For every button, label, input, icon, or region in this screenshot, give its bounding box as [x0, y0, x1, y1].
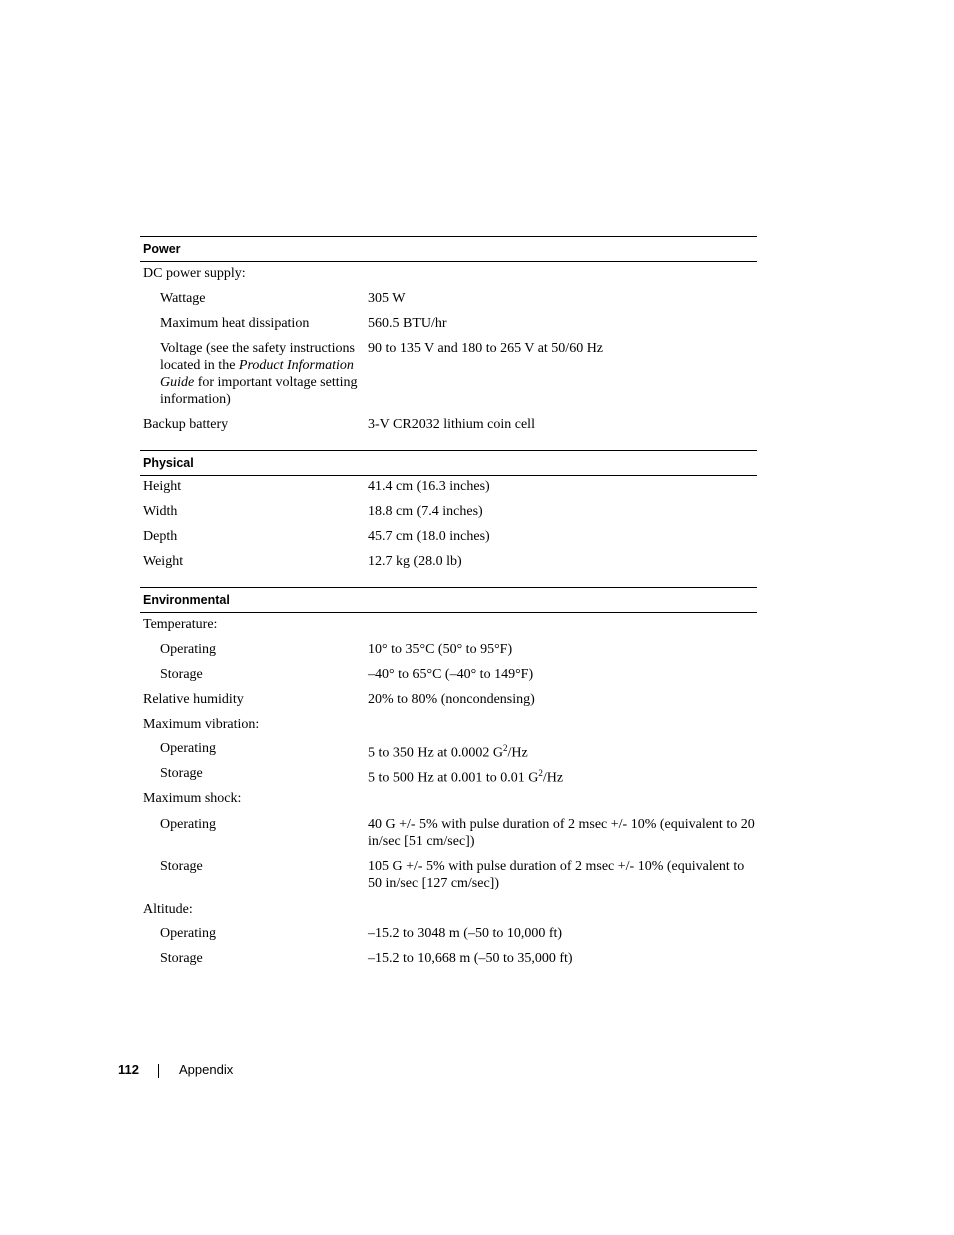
- spec-value: 105 G +/- 5% with pulse duration of 2 msec +/- 10% (equivalent to 50 in/sec [127 cm/sec]): [368, 859, 745, 891]
- superscript: 2: [502, 743, 508, 753]
- spec-row: [140, 663, 757, 688]
- spec-label: Storage: [160, 859, 203, 874]
- spec-row: [140, 948, 757, 973]
- spec-label: Storage: [160, 766, 203, 781]
- spec-label: Altitude:: [143, 902, 193, 917]
- spec-value: –15.2 to 3048 m (–50 to 10,000 ft): [368, 926, 563, 941]
- spec-row: [140, 898, 757, 923]
- environmental-heading: Environmental: [140, 587, 757, 613]
- spec-row: [140, 613, 757, 638]
- spec-row: [140, 688, 757, 713]
- spec-label: Operating: [160, 642, 216, 657]
- spec-label: Depth: [143, 529, 178, 544]
- spec-label: Maximum shock:: [143, 791, 242, 806]
- superscript: 2: [538, 768, 543, 778]
- spec-row: [140, 413, 757, 438]
- spec-row: [140, 923, 757, 948]
- spec-label: Storage: [160, 667, 203, 682]
- spec-label: [160, 340, 360, 408]
- spec-value: 560.5 BTU/hr: [368, 316, 447, 331]
- spec-value: 41.4 cm (16.3 inches): [368, 479, 490, 494]
- footer-section-title: Appendix: [179, 1062, 234, 1077]
- spec-value: 90 to 135 V and 180 to 265 V at 50/60 Hz: [368, 341, 604, 356]
- spec-row: [140, 262, 757, 287]
- spec-row: [140, 551, 757, 576]
- spec-value: 3-V CR2032 lithium coin cell: [368, 417, 535, 432]
- voltage-label-text: Voltage (see the safety instructions located in the: [160, 341, 355, 373]
- spec-label: Width: [143, 504, 178, 519]
- spec-row: [140, 788, 757, 813]
- spec-label: Maximum vibration:: [143, 717, 260, 732]
- spec-row: [140, 312, 757, 337]
- spec-row: [140, 738, 757, 763]
- spec-label: Relative humidity: [143, 692, 244, 707]
- physical-section: [140, 450, 757, 576]
- spec-label: Backup battery: [143, 417, 229, 432]
- spec-value: 10° to 35°C (50° to 95°F): [368, 642, 513, 657]
- spec-label: Operating: [160, 741, 216, 756]
- spec-row: [140, 713, 757, 738]
- spec-value: –40° to 65°C (–40° to 149°F): [368, 667, 534, 682]
- power-heading: Power: [140, 236, 757, 262]
- spec-label: Storage: [160, 951, 203, 966]
- spec-label: Operating: [160, 926, 216, 941]
- value-text: 5 to 500 Hz at 0.001 to 0.01 G: [368, 770, 539, 786]
- product-info-guide-ref: Product Information Guide: [160, 358, 354, 390]
- spec-value: 40 G +/- 5% with pulse duration of 2 msec +/- 10% (equivalent to 20 in/sec [51 cm/sec]): [368, 817, 755, 849]
- value-text: 5 to 350 Hz at 0.0002 G: [368, 745, 503, 761]
- value-text: /Hz: [542, 770, 564, 786]
- spec-row: [140, 526, 757, 551]
- page-number: 112: [118, 1062, 139, 1077]
- spec-value: 18.8 cm (7.4 inches): [368, 504, 483, 519]
- spec-label: Maximum heat dissipation: [160, 316, 310, 331]
- spec-row: [140, 813, 757, 855]
- spec-label: Wattage: [160, 291, 206, 306]
- spec-row: [140, 337, 757, 413]
- spec-row: [140, 501, 757, 526]
- spec-row: [140, 855, 757, 898]
- spec-row: [140, 763, 757, 788]
- spec-label: Height: [143, 479, 182, 494]
- spec-value: [368, 765, 758, 787]
- spec-value: 20% to 80% (noncondensing): [368, 692, 535, 707]
- spec-value: –15.2 to 10,668 m (–50 to 35,000 ft): [368, 951, 573, 966]
- spec-value: [368, 740, 758, 762]
- physical-heading: Physical: [140, 450, 757, 476]
- footer-divider: [158, 1064, 159, 1078]
- spec-row: [140, 638, 757, 663]
- spec-value: 305 W: [368, 291, 406, 306]
- value-text: /Hz: [507, 745, 528, 761]
- power-section: [140, 236, 757, 438]
- voltage-label-text: for important voltage setting information): [160, 375, 358, 407]
- spec-value: 12.7 kg (28.0 lb): [368, 554, 462, 569]
- page-footer: [118, 1062, 234, 1077]
- spec-row: [140, 476, 757, 501]
- spec-label: Temperature:: [143, 617, 218, 632]
- spec-label: DC power supply:: [143, 266, 246, 281]
- spec-value: 45.7 cm (18.0 inches): [368, 529, 490, 544]
- spec-label: Weight: [143, 554, 184, 569]
- spec-label: Operating: [160, 817, 216, 832]
- environmental-section: [140, 587, 757, 973]
- spec-row: [140, 287, 757, 312]
